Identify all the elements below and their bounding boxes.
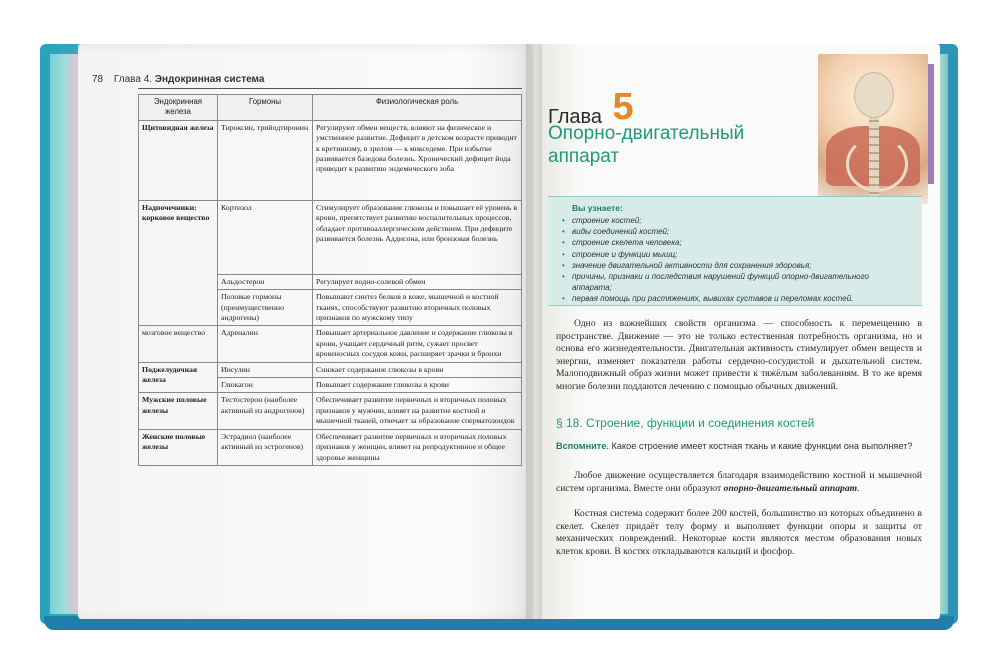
- paragraph-2: [556, 470, 922, 495]
- remember-prompt: [556, 440, 922, 453]
- list-item: • виды соединений костей;: [572, 226, 902, 237]
- list-item: • первая помощь при растяжениях, вывихах суставов и переломах костей.: [572, 293, 902, 304]
- book-gutter: [526, 44, 542, 619]
- col-header-role: Физиологическая роль: [313, 95, 522, 121]
- col-header-gland: Эндокринная железа: [139, 95, 218, 121]
- skull-shape: [854, 72, 894, 118]
- cell-gland: Щитовидная железа: [139, 120, 218, 200]
- page-edge-marker: [928, 64, 934, 184]
- skeleton-illustration: [818, 54, 928, 204]
- header-chapter: Глава 4.: [113, 74, 153, 85]
- paragraph-3: Костная система содержит более 200 костей, большинство из которых объединено в скелет. Скелет придаёт телу форму и выполняет функции опоры и защиты от механических повреждений. Некоторые кости являются местом образования новых клеток крови. В костях откладываются кальций и фосфор.: [556, 508, 922, 557]
- cell-gland: Мужские половые железы: [139, 393, 218, 429]
- cell-role: Обеспечивает развитие первичных и вторичных половых признаков у мужчин, влияет на развитие костной и мышечной тканей, отвечает за образование сперматозоидов: [313, 393, 522, 429]
- header-title: Эндокринная система: [154, 74, 265, 85]
- cell-gland: Женские половые железы: [139, 429, 218, 465]
- remember-text: Какое строение имеет костная ткань и какие функции она выполняет?: [611, 441, 913, 451]
- cell-hormone: Тестостерон (наиболее активный из андрогенов): [218, 393, 313, 429]
- table-row: [139, 326, 522, 362]
- list-item: • значение двигательной активности для сохранения здоровья;: [572, 260, 902, 271]
- cell-role: Обеспечивает развитие первичных и вторичных половых признаков у женщин, влияет на репродуктивное и общее здоровье женщины: [313, 429, 522, 465]
- chapter-title: Опорно-двигательный аппарат: [548, 123, 745, 167]
- cell-role: Повышает артериальное давление и содержание глюкозы в крови, учащает сердечный ритм, сужает просвет кровеносных сосудов кожи, расширяет зрачки и бронхи: [313, 326, 522, 362]
- running-header: [92, 74, 264, 85]
- chapter-word: Глава: [548, 106, 603, 128]
- paragraph-2-end: .: [857, 482, 860, 494]
- col-header-hormones: Гормоны: [218, 95, 313, 121]
- list-item: • причины, признаки и последствия нарушений функций опорно-двигательного аппарата;: [572, 271, 902, 293]
- cell-hormone: Тироксин, трийодтиронин: [218, 120, 313, 200]
- learn-list: [558, 215, 902, 305]
- list-item: • строение и функции мышц;: [572, 249, 902, 260]
- cell-role: Регулирует водно-солевой обмен: [313, 274, 522, 289]
- table-row: [139, 393, 522, 429]
- cell-hormone: Адреналин: [218, 326, 313, 362]
- intro-paragraph: Одно из важнейших свойств организма — способность к перемещению в пространстве. Движение — это не только естественная потребность организма, но и основа его жизнедеятельности. Двигательная активность стимулирует обмен веществ и энергии, изменяет показатели работы сердечно-сосудистой и дыхательной систем. Малоподвижный образ жизни может привести к тяжёлым заболеваниям. В то же время многие болезни поддаются лечению с помощью обычных движений.: [556, 318, 922, 392]
- paragraph-2-text: Любое движение осуществляется благодаря взаимодействию костной и мышечной систем организма. Вместе они образуют: [556, 470, 922, 494]
- learn-box-title: Вы узнаете:: [572, 203, 623, 213]
- table-row: [139, 200, 522, 274]
- cell-hormone: Эстрадиол (наиболее активный из эстрогенов): [218, 429, 313, 465]
- header-rule: [138, 88, 522, 89]
- remember-label: Вспомните.: [556, 441, 609, 451]
- table-row: [139, 429, 522, 465]
- cell-hormone: Кортизол: [218, 200, 313, 274]
- cell-role: Повышают синтез белков в коже, мышечной и костной тканях, способствуют развитию вторичных половых признаков по мужскому типу: [313, 290, 522, 326]
- list-item: • строение скелета человека;: [572, 237, 902, 248]
- endocrine-table: [138, 94, 522, 466]
- cell-role: Повышает содержание глюкозы в крови: [313, 378, 522, 393]
- table-header-row: [139, 95, 522, 121]
- cell-gland: Надпочечники: корковое вещество: [139, 200, 218, 326]
- cell-role: Стимулирует образование глюкозы и повышает её уровень в крови, препятствует развитию воспалительных процессов, обладает противоаллергическим действием. При дефиците развивается болезнь Аддисона, или бронзовая болезнь: [313, 200, 522, 274]
- cell-gland: Поджелудочная железа: [139, 362, 218, 393]
- section-title: § 18. Строение, функции и соединения костей: [556, 416, 815, 430]
- cell-hormone: Половые гормоны (преимущественно андрогены): [218, 290, 313, 326]
- open-textbook: [40, 44, 958, 624]
- table-row: [139, 120, 522, 200]
- learn-box: [548, 196, 922, 306]
- cell-hormone: Альдостерон: [218, 274, 313, 289]
- right-page: [534, 44, 940, 619]
- page-number: 78: [92, 74, 104, 85]
- table-row: [139, 362, 522, 377]
- left-page: [78, 44, 534, 619]
- cell-role: Снижает содержание глюкозы в крови: [313, 362, 522, 377]
- spine-shape: [869, 114, 879, 198]
- cell-role: Регулируют обмен веществ, влияют на физическое и умственное развитие. Дефицит в детском возрасте приводит к кретинизму, в зрелом — к микседеме. При избытке развивается базедова болезнь. Хронический дефицит йода приводит к развитию эндемического зоба: [313, 120, 522, 200]
- cell-hormone: Инсулин: [218, 362, 313, 377]
- term-highlight: опорно-двигательный аппарат: [723, 482, 858, 494]
- chapter-number: 5: [612, 86, 634, 128]
- cell-hormone: Глюкагон: [218, 378, 313, 393]
- cell-gland: мозговое вещество: [139, 326, 218, 362]
- list-item: • строение костей;: [572, 215, 902, 226]
